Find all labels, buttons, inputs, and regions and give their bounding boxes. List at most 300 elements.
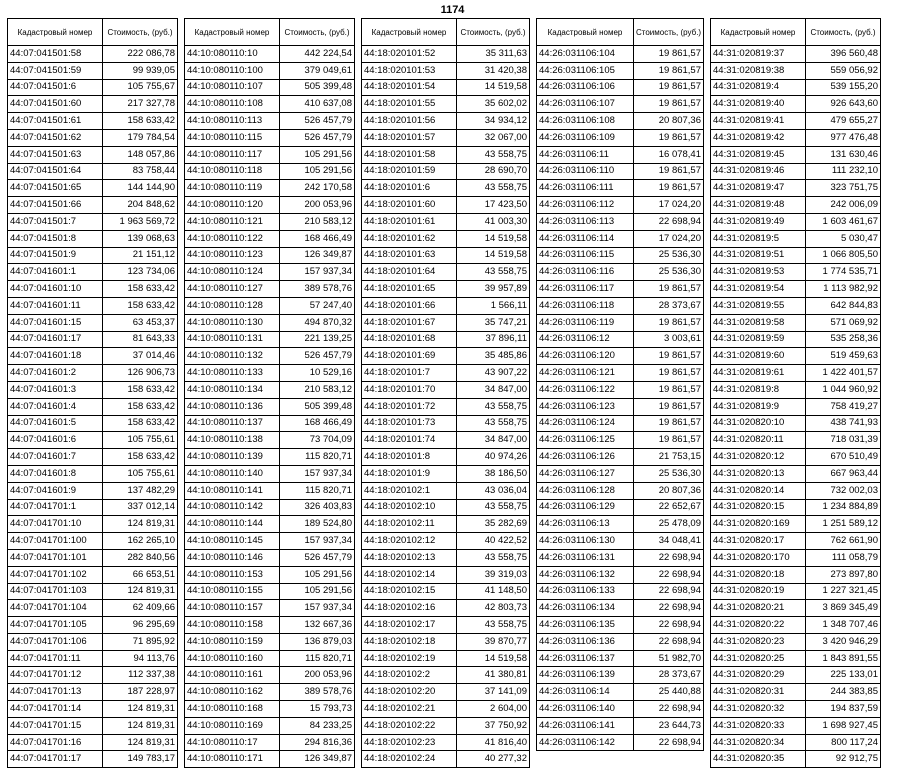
cadastral-number-cell: 44:31:020819:51 — [711, 247, 806, 264]
cost-cell: 758 419,27 — [806, 398, 881, 415]
cost-cell: 22 698,94 — [634, 600, 704, 617]
cost-cell: 137 482,29 — [103, 482, 178, 499]
table-row — [537, 197, 704, 214]
table-row — [185, 549, 355, 566]
cadastral-number-cell: 44:31:020820:170 — [711, 549, 806, 566]
cost-cell: 124 819,31 — [103, 516, 178, 533]
table-row — [711, 297, 881, 314]
table-row — [537, 533, 704, 550]
cadastral-table-2 — [184, 18, 355, 768]
table-row — [185, 465, 355, 482]
cost-cell: 37 014,46 — [103, 348, 178, 365]
cadastral-number-cell: 44:26:031106:131 — [537, 549, 634, 566]
cost-cell: 43 558,75 — [457, 146, 530, 163]
cadastral-number-cell: 44:31:020820:34 — [711, 734, 806, 751]
table-row — [8, 633, 178, 650]
table-row — [711, 381, 881, 398]
cost-cell: 28 373,67 — [634, 667, 704, 684]
table-row — [362, 583, 530, 600]
cadastral-number-cell: 44:07:041501:63 — [8, 146, 103, 163]
cost-cell: 42 803,73 — [457, 600, 530, 617]
cadastral-number-cell: 44:07:041601:18 — [8, 348, 103, 365]
cost-cell: 571 069,92 — [806, 314, 881, 331]
table-row — [185, 566, 355, 583]
table-row — [8, 717, 178, 734]
table-row — [711, 415, 881, 432]
cadastral-number-cell: 44:31:020819:9 — [711, 398, 806, 415]
cost-cell: 225 133,01 — [806, 667, 881, 684]
table-row — [362, 701, 530, 718]
table-row — [185, 633, 355, 650]
cost-cell: 19 861,57 — [634, 96, 704, 113]
cadastral-number-cell: 44:26:031106:105 — [537, 62, 634, 79]
cost-cell: 41 148,50 — [457, 583, 530, 600]
cadastral-number-cell: 44:07:041601:2 — [8, 365, 103, 382]
table-row — [711, 281, 881, 298]
cadastral-number-cell: 44:07:041501:59 — [8, 62, 103, 79]
cost-cell: 38 186,50 — [457, 465, 530, 482]
cadastral-number-cell: 44:07:041601:3 — [8, 381, 103, 398]
table-row — [537, 297, 704, 314]
table-row — [362, 46, 530, 63]
cost-cell: 505 399,48 — [280, 79, 355, 96]
cadastral-number-cell: 44:07:041501:9 — [8, 247, 103, 264]
table-row — [185, 717, 355, 734]
cost-cell: 17 024,20 — [634, 197, 704, 214]
cost-cell: 105 755,61 — [103, 465, 178, 482]
table-row — [711, 213, 881, 230]
table-row — [362, 398, 530, 415]
cost-cell: 22 698,94 — [634, 566, 704, 583]
cadastral-number-cell: 44:31:020820:12 — [711, 449, 806, 466]
cost-cell: 3 869 345,49 — [806, 600, 881, 617]
table-row — [362, 381, 530, 398]
table-row — [711, 667, 881, 684]
cadastral-number-cell: 44:18:020101:56 — [362, 113, 457, 130]
cadastral-number-cell: 44:26:031106:136 — [537, 633, 634, 650]
table-row — [711, 516, 881, 533]
cost-cell: 34 048,41 — [634, 533, 704, 550]
table-row — [185, 600, 355, 617]
cadastral-number-cell: 44:10:080110:107 — [185, 79, 280, 96]
table-row — [362, 297, 530, 314]
table-row — [362, 129, 530, 146]
table-row — [185, 146, 355, 163]
cost-cell: 244 383,85 — [806, 684, 881, 701]
cadastral-number-cell: 44:07:041701:11 — [8, 650, 103, 667]
cadastral-number-cell: 44:10:080110:128 — [185, 297, 280, 314]
table-row — [8, 449, 178, 466]
cadastral-number-cell: 44:10:080110:130 — [185, 314, 280, 331]
table-row — [362, 264, 530, 281]
cost-cell: 1 422 401,57 — [806, 365, 881, 382]
cadastral-number-cell: 44:26:031106:129 — [537, 499, 634, 516]
cost-cell: 37 896,11 — [457, 331, 530, 348]
cost-cell: 194 837,59 — [806, 701, 881, 718]
cadastral-number-cell: 44:31:020819:5 — [711, 230, 806, 247]
cadastral-number-cell: 44:31:020819:41 — [711, 113, 806, 130]
cadastral-number-cell: 44:26:031106:119 — [537, 314, 634, 331]
table-row — [537, 113, 704, 130]
cost-cell: 22 698,94 — [634, 617, 704, 634]
table-row — [537, 432, 704, 449]
cost-cell: 19 861,57 — [634, 79, 704, 96]
cadastral-number-cell: 44:26:031106:117 — [537, 281, 634, 298]
cadastral-number-cell: 44:31:020819:60 — [711, 348, 806, 365]
table-row — [362, 751, 530, 768]
header-cadastral-number: Кадастровый номер — [185, 19, 280, 46]
cost-cell: 139 068,63 — [103, 230, 178, 247]
table-row — [711, 113, 881, 130]
table-row — [362, 146, 530, 163]
cadastral-number-cell: 44:10:080110:117 — [185, 146, 280, 163]
cost-cell: 25 440,88 — [634, 684, 704, 701]
cadastral-number-cell: 44:10:080110:137 — [185, 415, 280, 432]
cadastral-number-cell: 44:07:041701:14 — [8, 701, 103, 718]
cost-cell: 326 403,83 — [280, 499, 355, 516]
cadastral-number-cell: 44:18:020101:63 — [362, 247, 457, 264]
cost-cell: 718 031,39 — [806, 432, 881, 449]
cadastral-number-cell: 44:07:041601:15 — [8, 314, 103, 331]
table-row — [185, 449, 355, 466]
cost-cell: 17 024,20 — [634, 230, 704, 247]
cost-cell: 35 747,21 — [457, 314, 530, 331]
cost-cell: 25 536,30 — [634, 264, 704, 281]
cadastral-number-cell: 44:26:031106:124 — [537, 415, 634, 432]
table-row — [537, 46, 704, 63]
table-row — [711, 684, 881, 701]
cadastral-number-cell: 44:18:020101:6 — [362, 180, 457, 197]
cadastral-number-cell: 44:31:020819:53 — [711, 264, 806, 281]
table-row — [362, 348, 530, 365]
cadastral-number-cell: 44:26:031106:107 — [537, 96, 634, 113]
table-row — [8, 650, 178, 667]
cadastral-number-cell: 44:07:041701:101 — [8, 549, 103, 566]
table-row — [711, 79, 881, 96]
table-row — [711, 751, 881, 768]
table-row — [362, 516, 530, 533]
cadastral-number-cell: 44:10:080110:138 — [185, 432, 280, 449]
table-row — [537, 449, 704, 466]
cost-cell: 43 558,75 — [457, 398, 530, 415]
cost-cell: 1 774 535,71 — [806, 264, 881, 281]
cadastral-number-cell: 44:10:080110:100 — [185, 62, 280, 79]
cadastral-number-cell: 44:18:020102:14 — [362, 566, 457, 583]
table-row — [711, 247, 881, 264]
table-row — [185, 96, 355, 113]
table-row — [537, 264, 704, 281]
cadastral-number-cell: 44:31:020819:59 — [711, 331, 806, 348]
cadastral-number-cell: 44:26:031106:109 — [537, 129, 634, 146]
cost-cell: 670 510,49 — [806, 449, 881, 466]
cadastral-number-cell: 44:26:031106:132 — [537, 566, 634, 583]
cadastral-number-cell: 44:18:020102:19 — [362, 650, 457, 667]
cost-cell: 32 067,00 — [457, 129, 530, 146]
cadastral-number-cell: 44:31:020819:54 — [711, 281, 806, 298]
table-row — [362, 197, 530, 214]
table-row — [711, 449, 881, 466]
table-row — [537, 650, 704, 667]
cadastral-number-cell: 44:07:041701:12 — [8, 667, 103, 684]
table-row — [537, 365, 704, 382]
cadastral-number-cell: 44:18:020101:70 — [362, 381, 457, 398]
cadastral-number-cell: 44:18:020102:1 — [362, 482, 457, 499]
cost-cell: 526 457,79 — [280, 549, 355, 566]
cost-cell: 43 907,22 — [457, 365, 530, 382]
table-row — [185, 180, 355, 197]
cost-cell: 19 861,57 — [634, 381, 704, 398]
cadastral-number-cell: 44:10:080110:171 — [185, 751, 280, 768]
cadastral-number-cell: 44:07:041601:6 — [8, 432, 103, 449]
table-row — [8, 667, 178, 684]
cadastral-number-cell: 44:10:080110:140 — [185, 465, 280, 482]
cost-cell: 40 277,32 — [457, 751, 530, 768]
cost-cell: 158 633,42 — [103, 381, 178, 398]
cadastral-number-cell: 44:31:020819:58 — [711, 314, 806, 331]
cost-cell: 105 291,56 — [280, 566, 355, 583]
cost-cell: 126 349,87 — [280, 247, 355, 264]
cadastral-table-4 — [536, 18, 704, 751]
table-row — [537, 717, 704, 734]
cost-cell: 124 819,31 — [103, 734, 178, 751]
cost-cell: 35 602,02 — [457, 96, 530, 113]
cost-cell: 124 819,31 — [103, 701, 178, 718]
cost-cell: 96 295,69 — [103, 617, 178, 634]
cost-cell: 21 151,12 — [103, 247, 178, 264]
cost-cell: 136 879,03 — [280, 633, 355, 650]
cadastral-number-cell: 44:18:020101:57 — [362, 129, 457, 146]
cost-cell: 479 655,27 — [806, 113, 881, 130]
cadastral-number-cell: 44:26:031106:137 — [537, 650, 634, 667]
cost-cell: 158 633,42 — [103, 449, 178, 466]
table-row — [537, 230, 704, 247]
cadastral-number-cell: 44:07:041701:102 — [8, 566, 103, 583]
cost-cell: 83 758,44 — [103, 163, 178, 180]
cadastral-number-cell: 44:07:041701:106 — [8, 633, 103, 650]
table-row — [711, 600, 881, 617]
cost-cell: 105 291,56 — [280, 163, 355, 180]
cadastral-number-cell: 44:07:041601:8 — [8, 465, 103, 482]
cadastral-number-cell: 44:10:080110:160 — [185, 650, 280, 667]
cost-cell: 187 228,97 — [103, 684, 178, 701]
cadastral-number-cell: 44:26:031106:111 — [537, 180, 634, 197]
table-row — [8, 365, 178, 382]
table-row — [185, 314, 355, 331]
cadastral-number-cell: 44:10:080110:123 — [185, 247, 280, 264]
cost-cell: 1 566,11 — [457, 297, 530, 314]
table-row — [185, 432, 355, 449]
cadastral-number-cell: 44:31:020819:47 — [711, 180, 806, 197]
cadastral-number-cell: 44:18:020101:64 — [362, 264, 457, 281]
cadastral-number-cell: 44:18:020102:23 — [362, 734, 457, 751]
table-row — [185, 583, 355, 600]
table-row — [362, 331, 530, 348]
cost-cell: 526 457,79 — [280, 113, 355, 130]
cost-cell: 43 558,75 — [457, 415, 530, 432]
table-row — [711, 533, 881, 550]
cadastral-number-cell: 44:07:041601:17 — [8, 331, 103, 348]
table-row — [8, 297, 178, 314]
cost-cell: 39 319,03 — [457, 566, 530, 583]
cost-cell: 442 224,54 — [280, 46, 355, 63]
cost-cell: 22 652,67 — [634, 499, 704, 516]
cadastral-number-cell: 44:26:031106:142 — [537, 734, 634, 751]
table-row — [8, 281, 178, 298]
table-row — [362, 549, 530, 566]
cadastral-number-cell: 44:10:080110:10 — [185, 46, 280, 63]
cadastral-number-cell: 44:26:031106:141 — [537, 717, 634, 734]
cadastral-number-cell: 44:18:020102:24 — [362, 751, 457, 768]
cost-cell: 19 861,57 — [634, 348, 704, 365]
table-row — [711, 482, 881, 499]
cost-cell: 149 783,17 — [103, 751, 178, 768]
cost-cell: 217 327,78 — [103, 96, 178, 113]
cadastral-number-cell: 44:31:020820:18 — [711, 566, 806, 583]
cadastral-number-cell: 44:18:020102:12 — [362, 533, 457, 550]
cost-cell: 1 963 569,72 — [103, 213, 178, 230]
table-row — [711, 617, 881, 634]
cadastral-number-cell: 44:26:031106:122 — [537, 381, 634, 398]
table-row — [185, 365, 355, 382]
cost-cell: 179 784,54 — [103, 129, 178, 146]
table-row — [537, 398, 704, 415]
cadastral-number-cell: 44:26:031106:116 — [537, 264, 634, 281]
cadastral-number-cell: 44:18:020101:67 — [362, 314, 457, 331]
cost-cell: 294 816,36 — [280, 734, 355, 751]
table-row — [8, 701, 178, 718]
cost-cell: 19 861,57 — [634, 62, 704, 79]
cadastral-number-cell: 44:26:031106:106 — [537, 79, 634, 96]
cost-cell: 19 861,57 — [634, 46, 704, 63]
cost-cell: 19 861,57 — [634, 365, 704, 382]
cadastral-number-cell: 44:31:020820:22 — [711, 617, 806, 634]
cost-cell: 34 847,00 — [457, 432, 530, 449]
cost-cell: 126 349,87 — [280, 751, 355, 768]
cadastral-number-cell: 44:10:080110:144 — [185, 516, 280, 533]
cadastral-number-cell: 44:26:031106:125 — [537, 432, 634, 449]
table-row — [711, 432, 881, 449]
table-row — [8, 684, 178, 701]
cadastral-number-cell: 44:31:020819:61 — [711, 365, 806, 382]
table-row — [185, 516, 355, 533]
table-row — [711, 230, 881, 247]
header-cost: Стоимость, (руб.) — [457, 19, 530, 46]
cadastral-number-cell: 44:18:020101:59 — [362, 163, 457, 180]
cadastral-number-cell: 44:31:020820:25 — [711, 650, 806, 667]
cadastral-number-cell: 44:10:080110:119 — [185, 180, 280, 197]
cost-cell: 71 895,92 — [103, 633, 178, 650]
table-row — [711, 650, 881, 667]
cost-cell: 131 630,46 — [806, 146, 881, 163]
cost-cell: 28 690,70 — [457, 163, 530, 180]
cost-cell: 282 840,56 — [103, 549, 178, 566]
table-row — [8, 465, 178, 482]
table-row — [711, 717, 881, 734]
cost-cell: 28 373,67 — [634, 297, 704, 314]
table-row — [537, 583, 704, 600]
cost-cell: 168 466,49 — [280, 230, 355, 247]
cadastral-number-cell: 44:26:031106:12 — [537, 331, 634, 348]
cost-cell: 1 044 960,92 — [806, 381, 881, 398]
table-row — [711, 566, 881, 583]
cost-cell: 111 232,10 — [806, 163, 881, 180]
table-row — [711, 129, 881, 146]
cadastral-number-cell: 44:18:020101:55 — [362, 96, 457, 113]
cost-cell: 123 734,06 — [103, 264, 178, 281]
cost-cell: 22 698,94 — [634, 549, 704, 566]
cadastral-number-cell: 44:31:020820:33 — [711, 717, 806, 734]
cadastral-number-cell: 44:07:041601:4 — [8, 398, 103, 415]
cost-cell: 22 698,94 — [634, 701, 704, 718]
cadastral-number-cell: 44:18:020102:16 — [362, 600, 457, 617]
cadastral-number-cell: 44:31:020820:29 — [711, 667, 806, 684]
cost-cell: 526 457,79 — [280, 348, 355, 365]
cost-cell: 337 012,14 — [103, 499, 178, 516]
cost-cell: 35 282,69 — [457, 516, 530, 533]
table-row — [362, 617, 530, 634]
table-row — [537, 701, 704, 718]
table-row — [185, 62, 355, 79]
table-row — [711, 331, 881, 348]
table-row — [711, 734, 881, 751]
cadastral-number-cell: 44:26:031106:140 — [537, 701, 634, 718]
table-row — [8, 549, 178, 566]
cadastral-number-cell: 44:31:020820:169 — [711, 516, 806, 533]
cost-cell: 926 643,60 — [806, 96, 881, 113]
cadastral-number-cell: 44:10:080110:132 — [185, 348, 280, 365]
table-row — [8, 314, 178, 331]
cost-cell: 158 633,42 — [103, 415, 178, 432]
cadastral-number-cell: 44:31:020819:46 — [711, 163, 806, 180]
table-row — [8, 113, 178, 130]
cost-cell: 21 753,15 — [634, 449, 704, 466]
table-row — [537, 348, 704, 365]
table-row — [537, 281, 704, 298]
table-row — [537, 482, 704, 499]
cadastral-number-cell: 44:10:080110:145 — [185, 533, 280, 550]
cost-cell: 14 519,58 — [457, 79, 530, 96]
cost-cell: 242 006,09 — [806, 197, 881, 214]
cadastral-number-cell: 44:18:020101:65 — [362, 281, 457, 298]
cadastral-number-cell: 44:10:080110:17 — [185, 734, 280, 751]
cost-cell: 20 807,36 — [634, 482, 704, 499]
table-row — [711, 499, 881, 516]
cadastral-number-cell: 44:26:031106:11 — [537, 146, 634, 163]
cadastral-number-cell: 44:18:020102:20 — [362, 684, 457, 701]
cost-cell: 667 963,44 — [806, 465, 881, 482]
cadastral-number-cell: 44:26:031106:123 — [537, 398, 634, 415]
cost-cell: 124 819,31 — [103, 717, 178, 734]
table-row — [362, 533, 530, 550]
table-row — [185, 281, 355, 298]
cost-cell: 23 644,73 — [634, 717, 704, 734]
cadastral-number-cell: 44:31:020820:17 — [711, 533, 806, 550]
cadastral-number-cell: 44:18:020102:15 — [362, 583, 457, 600]
cost-cell: 158 633,42 — [103, 281, 178, 298]
cost-cell: 157 937,34 — [280, 533, 355, 550]
cadastral-number-cell: 44:26:031106:13 — [537, 516, 634, 533]
table-row — [185, 297, 355, 314]
cadastral-number-cell: 44:10:080110:155 — [185, 583, 280, 600]
table-row — [362, 566, 530, 583]
table-row — [711, 583, 881, 600]
table-row — [362, 281, 530, 298]
cadastral-number-cell: 44:31:020819:8 — [711, 381, 806, 398]
header-cadastral-number: Кадастровый номер — [362, 19, 457, 46]
cadastral-number-cell: 44:31:020820:23 — [711, 633, 806, 650]
cost-cell: 148 057,86 — [103, 146, 178, 163]
table-row — [8, 96, 178, 113]
